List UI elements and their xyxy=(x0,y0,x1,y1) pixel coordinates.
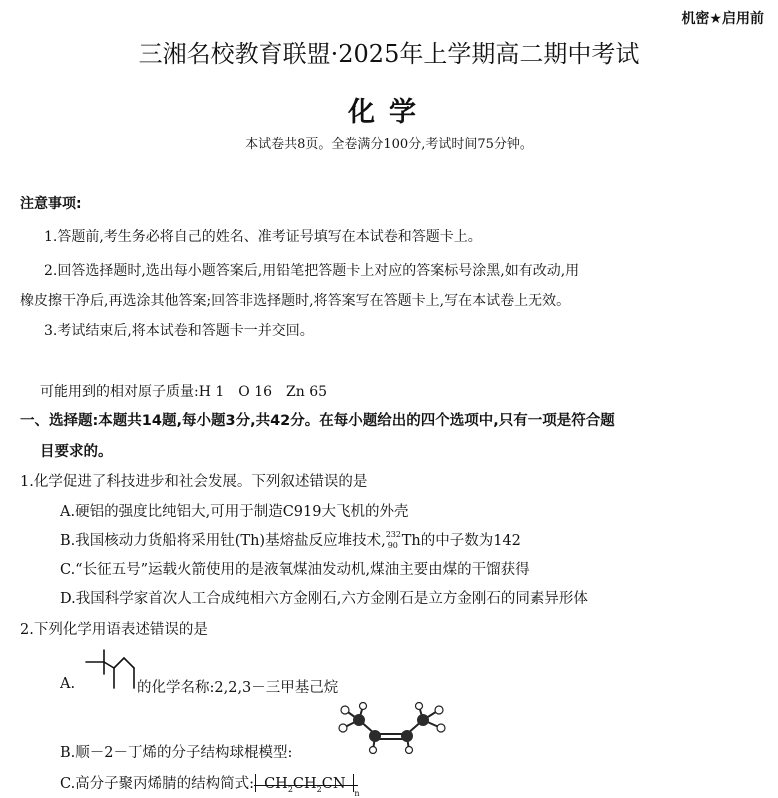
section1-heading-line1: 一、选择题:本题共14题,每小题3分,共42分。在每小题给出的四个选项中,只有一项是符合题 xyxy=(20,413,615,429)
formula-ch2-b: CH xyxy=(292,776,317,792)
nuclide-notation xyxy=(385,530,402,550)
q1-option-a: A.硬铝的强度比纯铝大,可用于制造C919大飞机的外壳 xyxy=(60,504,409,520)
mass-number: 232 xyxy=(385,530,401,539)
note-item-2-line1: 2.回答选择题时,选出每小题答案后,用铅笔把答题卡上对应的答案标号涂黑,如有改动,用 xyxy=(44,263,580,279)
polymer-n: n xyxy=(354,788,360,798)
confidential-label: 机密★启用前 xyxy=(681,11,764,27)
q1-stem: 1.化学促进了科技进步和社会发展。下列叙述错误的是 xyxy=(20,474,368,490)
q2-stem: 2.下列化学用语表述错误的是 xyxy=(20,622,208,638)
subscript-2-a: 2 xyxy=(287,784,293,794)
polymer-bond-line xyxy=(254,785,357,786)
q1-option-b xyxy=(60,529,521,550)
q1-option-b-suffix: 的中子数为142 xyxy=(420,533,521,549)
element-symbol: Th xyxy=(401,533,421,549)
subject-title: 化学 xyxy=(348,97,430,128)
q2-option-a-prefix: A. xyxy=(60,676,76,692)
q2-option-c-prefix: C.高分子聚丙烯腈的结构简式: xyxy=(60,776,255,792)
note-item-3: 3.考试结束后,将本试卷和答题卡一并交回。 xyxy=(44,323,314,339)
notes-heading: 注意事项: xyxy=(20,196,82,212)
exam-info: 本试卷共8页。全卷满分100分,考试时间75分钟。 xyxy=(245,137,533,152)
q2-option-a-text: 的化学名称:2,2,3－三甲基己烷 xyxy=(137,680,339,696)
note-item-1: 1.答题前,考生务必将自己的姓名、准考证号填写在本试卷和答题卡上。 xyxy=(44,229,482,245)
formula-ch2-a: CH xyxy=(264,776,288,792)
subscript-2-b: 2 xyxy=(316,784,322,794)
q1-option-d: D.我国科学家首次人工合成纯相六方金刚石,六方金刚石是立方金刚石的同素异形体 xyxy=(60,591,588,607)
polymer-bracket-right xyxy=(346,774,354,792)
q2-option-c xyxy=(60,772,360,798)
skeletal-formula-image xyxy=(80,646,138,694)
exam-title: 三湘名校教育联盟·2025年上学期高二期中考试 xyxy=(138,40,640,68)
polymer-formula xyxy=(254,776,360,798)
q1-option-b-prefix: B.我国核动力货船将采用钍(Th)基熔盐反应堆技术, xyxy=(60,533,386,549)
note-item-2-line2: 橡皮擦干净后,再选涂其他答案;回答非选择题时,将答案写在答题卡上,写在本试卷上无效。 xyxy=(20,293,571,309)
q2-option-b: B.顺－2－丁烯的分子结构球棍模型: xyxy=(60,745,293,761)
atomic-number: 90 xyxy=(387,541,398,550)
q1-option-c: C.“长征五号”运载火箭使用的是液氧煤油发动机,煤油主要由煤的干馏获得 xyxy=(60,562,530,578)
ball-and-stick-model-image xyxy=(335,702,450,754)
formula-cn: CN xyxy=(321,776,346,792)
polymer-bracket-left xyxy=(255,774,263,792)
atomic-mass-line: 可能用到的相对原子质量:H 1 O 16 Zn 65 xyxy=(40,384,328,400)
section1-heading-line2: 目要求的。 xyxy=(40,444,113,460)
